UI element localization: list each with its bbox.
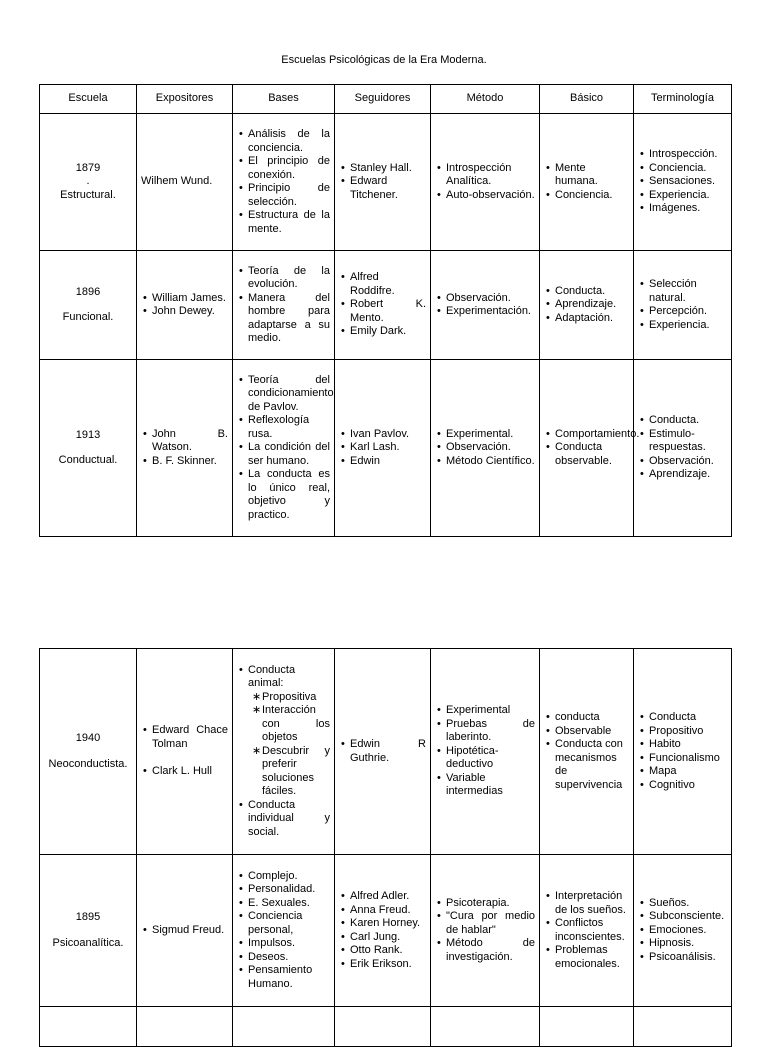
list-item: • Robert K. Mento. [350, 298, 426, 325]
list-item: • Introspección. [649, 148, 727, 162]
list-item: • Experiencia. [649, 319, 727, 333]
list-item: • E. Sexuales. [248, 897, 330, 911]
metodo-cell [431, 360, 540, 537]
list-item: • Deseos. [248, 951, 330, 965]
table-row [40, 1007, 732, 1047]
sub-list-item: ∗ Interacción con los objetos [252, 704, 330, 745]
expositores-cell [137, 251, 233, 360]
list-item: • Edwin R Guthrie. [350, 738, 426, 765]
header-metodo: Método [431, 85, 540, 114]
list-item: • Variable intermedias [446, 772, 535, 799]
list-item: • Conciencia personal, [248, 910, 330, 937]
seguidores-cell [335, 855, 431, 1007]
list-item: • Conducta. [555, 285, 629, 299]
empty-cell [634, 1007, 732, 1047]
expositores-cell [137, 649, 233, 855]
list-item: • Conciencia. [649, 162, 727, 176]
bases-cell [233, 649, 335, 855]
school-name: Conductual. [58, 454, 118, 466]
list-item: • Cognitivo [649, 779, 727, 793]
list-item: • Impulsos. [248, 937, 330, 951]
header-terminologia: Terminología [634, 85, 732, 114]
list-item: • Percepción. [649, 305, 727, 319]
list-item: • Observable [555, 725, 629, 739]
list-item: • Imágenes. [649, 202, 727, 216]
metodo-cell [431, 649, 540, 855]
list-item: • Alfred Adler. [350, 890, 426, 904]
list-item: • Experimentación. [446, 305, 535, 319]
terminologia-cell [634, 360, 732, 537]
list-item: • Edward Titchener. [350, 175, 426, 202]
sub-list-item: ∗ Descubrir y preferir soluciones fáciles. [252, 745, 330, 799]
list-item: • Propositivo [649, 725, 727, 739]
list-item: • B. F. Skinner. [152, 455, 228, 469]
school-name: Psicoanalítica. [52, 936, 124, 949]
list-item: • Ivan Pavlov. [350, 428, 426, 442]
sub-list-item: ∗ Propositiva [252, 691, 330, 705]
list-item: • Auto-observación. [446, 189, 535, 203]
list-item: • Karen Horney. [350, 917, 426, 931]
escuela-cell [40, 251, 137, 360]
school-year: 1913 [75, 428, 101, 441]
list-item: • Hipotética-deductivo [446, 745, 535, 772]
header-seguidores: Seguidores [335, 85, 431, 114]
list-item: • Experimental. [446, 428, 535, 442]
expositores-cell [137, 114, 233, 251]
terminologia-cell [634, 114, 732, 251]
bases-cell [233, 855, 335, 1007]
metodo-cell [431, 114, 540, 251]
list-item [248, 664, 330, 799]
list-item: • Sigmud Freud. [152, 924, 228, 938]
list-item: • Emily Dark. [350, 325, 426, 339]
list-item: • Adaptación. [555, 312, 629, 326]
school-year: 1895 [75, 911, 101, 923]
list-item: • Conflictos inconscientes. [555, 917, 629, 944]
list-item: • Stanley Hall. [350, 162, 426, 176]
escuela-cell [40, 649, 137, 855]
header-bases: Bases [233, 85, 335, 114]
list-item: • Karl Lash. [350, 441, 426, 455]
list-item: • Experimental [446, 704, 535, 718]
list-item: • Conducta con mecanismos de supervivencia [555, 738, 629, 792]
list-item: • Comportamiento. [555, 428, 629, 442]
bases-cell [233, 251, 335, 360]
list-item: • Introspección Analítica. [446, 162, 535, 189]
table-row [40, 649, 732, 855]
escuela-cell [40, 360, 137, 537]
escuela-cell [40, 855, 137, 1007]
metodo-cell [431, 251, 540, 360]
list-item: • Interpretación de los sueños. [555, 890, 629, 917]
header-escuela: Escuela [40, 85, 137, 114]
expositores-cell [137, 360, 233, 537]
basico-cell [540, 360, 640, 537]
list-item: • Erik Erikson. [350, 958, 426, 972]
school-name: Estructural. [60, 188, 116, 201]
table-row [40, 114, 732, 251]
schools-table-1 [39, 84, 732, 537]
table-row [40, 360, 732, 537]
list-item: • Conducta. [649, 414, 727, 428]
list-item: • Conducta [649, 711, 727, 725]
list-item: • John Dewey. [152, 305, 228, 319]
list-item: • Hipnosis. [649, 937, 727, 951]
school-year: 1896 [75, 285, 101, 298]
schools-table-2 [39, 648, 732, 1047]
list-item: • John B. Watson. [152, 428, 228, 455]
table-row [40, 251, 732, 360]
list-item: • Experiencia. [649, 189, 727, 203]
list-item: • Mapa [649, 765, 727, 779]
header-basico: Básico [540, 85, 634, 114]
list-item: • William James. [152, 292, 228, 306]
list-item: • Problemas emocionales. [555, 944, 629, 971]
list-item: • Principio de selección. [248, 182, 330, 209]
empty-cell [431, 1007, 540, 1047]
header-row [40, 85, 732, 114]
list-item: • El principio de conexión. [248, 155, 330, 182]
header-expositores: Expositores [137, 85, 233, 114]
list-item: • Sueños. [649, 897, 727, 911]
list-item: • Edwin [350, 455, 426, 469]
school-year: 1879 [75, 161, 101, 174]
metodo-cell [431, 855, 540, 1007]
list-item: • Clark L. Hull [152, 765, 228, 779]
list-item: • Método Científico. [446, 455, 535, 469]
list-item: • Sensaciones. [649, 175, 727, 189]
list-item: • Estructura de la mente. [248, 209, 330, 236]
list-item: • Observación. [446, 292, 535, 306]
empty-cell [137, 1007, 233, 1047]
seguidores-cell [335, 360, 431, 537]
list-item: • Estimulo-respuestas. [649, 428, 727, 455]
list-item: • La condición del ser humano. [248, 441, 330, 468]
basico-cell [540, 251, 634, 360]
terminologia-cell [634, 855, 732, 1007]
list-item: • Conducta individual y social. [248, 799, 330, 840]
list-item: • Mente humana. [555, 162, 629, 189]
list-item: • Método de investigación. [446, 937, 535, 964]
list-item: • Psicoanálisis. [649, 951, 727, 965]
list-item: • Funcionalismo [649, 752, 727, 766]
terminologia-cell [634, 649, 732, 855]
list-item: • Teoría de la evolución. [248, 265, 330, 292]
list-item: • "Cura por medio de hablar" [446, 910, 535, 937]
list-item: • Anna Freud. [350, 904, 426, 918]
list-item: Wilhem Wund. [141, 175, 213, 188]
school-dot: . [86, 175, 90, 188]
basico-cell [540, 114, 634, 251]
bases-cell [233, 360, 335, 537]
list-item: • Alfred Roddifre. [350, 271, 426, 298]
table-row [40, 855, 732, 1007]
list-item: • La conducta es lo único real, objetivo y practico. [248, 468, 330, 522]
list-item: • Manera del hombre para adaptarse a su medio. [248, 292, 330, 346]
list-item: • Observación. [649, 455, 727, 469]
escuela-cell [40, 114, 137, 251]
basico-cell [540, 855, 634, 1007]
seguidores-cell [335, 649, 431, 855]
list-item: • Psicoterapia. [446, 897, 535, 911]
empty-cell [540, 1007, 634, 1047]
list-item: • Aprendizaje. [555, 298, 629, 312]
list-item: • Edward Chace Tolman [152, 724, 228, 751]
list-item: • Complejo. [248, 870, 330, 884]
list-item: • Conciencia. [555, 189, 629, 203]
list-item: • Pensamiento Humano. [248, 964, 330, 991]
list-item: • Observación. [446, 441, 535, 455]
seguidores-cell [335, 114, 431, 251]
list-item: • conducta [555, 711, 629, 725]
list-item: • Selección natural. [649, 278, 727, 305]
list-item: • Habito [649, 738, 727, 752]
terminologia-cell [634, 251, 732, 360]
list-item: • Carl Jung. [350, 931, 426, 945]
empty-cell [40, 1007, 137, 1047]
basico-cell [540, 649, 634, 855]
school-year: 1940 [75, 732, 101, 744]
list-item: • Conducta observable. [555, 441, 629, 468]
list-item: • Aprendizaje. [649, 468, 727, 482]
school-name: Funcional. [62, 311, 114, 323]
list-item: • Pruebas de laberinto. [446, 718, 535, 745]
bases-head: Conducta animal: [248, 663, 296, 690]
page-title: Escuelas Psicológicas de la Era Moderna. [281, 54, 487, 66]
list-item: • Análisis de la conciencia. [248, 128, 330, 155]
list-item: • Teoría del condicionamiento de Pavlov. [248, 374, 330, 415]
seguidores-cell [335, 251, 431, 360]
expositores-cell [137, 855, 233, 1007]
empty-cell [233, 1007, 335, 1047]
list-item: • Reflexología rusa. [248, 414, 330, 441]
list-item: • Emociones. [649, 924, 727, 938]
empty-cell [335, 1007, 431, 1047]
bases-cell [233, 114, 335, 251]
list-item: • Subconsciente. [649, 910, 727, 924]
school-name: Neoconductista. [48, 757, 128, 770]
list-item: • Otto Rank. [350, 944, 426, 958]
list-item: • Personalidad. [248, 883, 330, 897]
